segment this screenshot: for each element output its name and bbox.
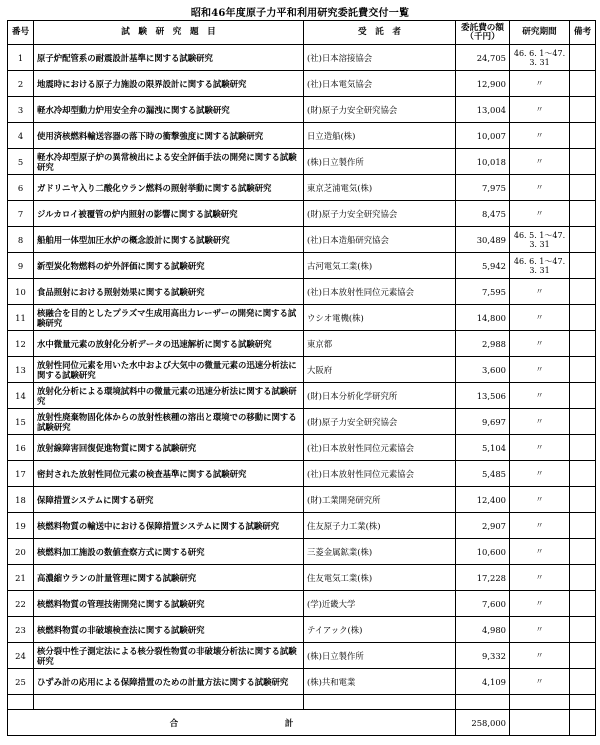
row-amount: 4,980 [456, 617, 510, 643]
table-row [8, 513, 596, 539]
row-number: 18 [8, 487, 34, 513]
row-amount: 30,489 [456, 227, 510, 253]
spacer-cell [456, 695, 510, 710]
row-remarks [570, 97, 596, 123]
row-theme: ジルカロイ被覆管の炉内照射の影響に関する試験研究 [34, 201, 304, 227]
row-theme: 放射性同位元素を用いた水中および大気中の微量元素の迅速分析法に関する試験研究 [34, 357, 304, 383]
row-remarks [570, 305, 596, 331]
row-amount: 13,004 [456, 97, 510, 123]
row-theme: 新型炭化物燃料の炉外評価に関する試験研究 [34, 253, 304, 279]
row-theme: 原子炉配管系の耐震設計基準に関する試験研究 [34, 45, 304, 71]
row-amount: 12,400 [456, 487, 510, 513]
row-recipient: (財)原子力安全研究協会 [304, 409, 456, 435]
row-number: 8 [8, 227, 34, 253]
row-period: 〃 [510, 357, 570, 383]
row-period: 〃 [510, 201, 570, 227]
row-remarks [570, 617, 596, 643]
row-remarks [570, 513, 596, 539]
row-recipient: ウシオ電機(株) [304, 305, 456, 331]
table-row [8, 97, 596, 123]
row-theme: 放射化分析による環境試料中の微量元素の迅速分析法に関する試験研究 [34, 383, 304, 409]
header-amount: 委託費の額（千円） [456, 21, 510, 45]
row-recipient: (株)日立製作所 [304, 149, 456, 175]
row-amount: 9,697 [456, 409, 510, 435]
row-amount: 3,600 [456, 357, 510, 383]
row-recipient: 古河電気工業(株) [304, 253, 456, 279]
table-row [8, 227, 596, 253]
row-number: 13 [8, 357, 34, 383]
row-number: 24 [8, 643, 34, 669]
row-amount: 2,988 [456, 331, 510, 357]
row-recipient: (財)工業開発研究所 [304, 487, 456, 513]
row-theme: 保障措置システムに関する研究 [34, 487, 304, 513]
row-number: 1 [8, 45, 34, 71]
row-recipient: (財)日本分析化学研究所 [304, 383, 456, 409]
header-period: 研究期間 [510, 21, 570, 45]
row-number: 17 [8, 461, 34, 487]
row-number: 19 [8, 513, 34, 539]
row-amount: 12,900 [456, 71, 510, 97]
row-period: 〃 [510, 383, 570, 409]
header-remarks: 備考 [570, 21, 596, 45]
row-remarks [570, 357, 596, 383]
row-remarks [570, 565, 596, 591]
row-number: 23 [8, 617, 34, 643]
spacer-cell [304, 695, 456, 710]
row-theme: 密封された放射性同位元素の検査基準に関する試験研究 [34, 461, 304, 487]
row-number: 14 [8, 383, 34, 409]
table-row [8, 201, 596, 227]
row-number: 6 [8, 175, 34, 201]
row-recipient: (株)日立製作所 [304, 643, 456, 669]
row-recipient: (社)日本造船研究協会 [304, 227, 456, 253]
row-remarks [570, 279, 596, 305]
total-label: 合 計 [169, 717, 324, 728]
total-empty-cell [510, 710, 570, 736]
row-remarks [570, 331, 596, 357]
row-period: 〃 [510, 123, 570, 149]
table-row [8, 669, 596, 695]
row-period: 〃 [510, 279, 570, 305]
row-theme: 核燃料物質の非破壊検査法に関する試験研究 [34, 617, 304, 643]
row-number: 16 [8, 435, 34, 461]
row-remarks [570, 175, 596, 201]
row-number: 7 [8, 201, 34, 227]
row-theme: 使用済核燃料輸送容器の落下時の衝撃強度に関する試験研究 [34, 123, 304, 149]
table-row [8, 435, 596, 461]
table-row [8, 487, 596, 513]
row-recipient: (社)日本溶接協会 [304, 45, 456, 71]
spacer-cell [510, 695, 570, 710]
table-row [8, 71, 596, 97]
row-theme: 軽水冷却型動力炉用安全弁の漏洩に関する試験研究 [34, 97, 304, 123]
table-row [8, 565, 596, 591]
table-row [8, 383, 596, 409]
row-amount: 17,228 [456, 565, 510, 591]
table-row [8, 643, 596, 669]
row-remarks [570, 591, 596, 617]
row-theme: 核燃料加工施設の数値査察方式に関する研究 [34, 539, 304, 565]
table-row [8, 175, 596, 201]
spacer-cell [570, 695, 596, 710]
row-number: 25 [8, 669, 34, 695]
header-no: 番号 [8, 21, 34, 45]
row-recipient: (社)日本放射性同位元素協会 [304, 279, 456, 305]
row-period: 46. 6. 1～47. 3. 31 [510, 253, 570, 279]
total-amount: 258,000 [456, 710, 510, 736]
row-recipient: テイアック(株) [304, 617, 456, 643]
row-theme: 核分裂中性子測定法による核分裂性物質の非破壊分析法に関する試験研究 [34, 643, 304, 669]
row-period: 〃 [510, 435, 570, 461]
table-row [8, 591, 596, 617]
row-recipient: 東京都 [304, 331, 456, 357]
row-remarks [570, 201, 596, 227]
total-empty-cell [570, 710, 596, 736]
row-amount: 7,600 [456, 591, 510, 617]
row-number: 20 [8, 539, 34, 565]
total-row [8, 710, 596, 736]
row-amount: 5,485 [456, 461, 510, 487]
row-period: 〃 [510, 539, 570, 565]
row-remarks [570, 383, 596, 409]
page-title: 昭和46年度原子力平和利用研究委託費交付一覧 [190, 8, 410, 19]
row-recipient: (社)日本放射性同位元素協会 [304, 461, 456, 487]
spacer-cell [34, 695, 304, 710]
row-number: 15 [8, 409, 34, 435]
row-period: 〃 [510, 149, 570, 175]
row-recipient: (社)日本電気協会 [304, 71, 456, 97]
table-row [8, 305, 596, 331]
row-amount: 5,942 [456, 253, 510, 279]
row-remarks [570, 643, 596, 669]
row-number: 12 [8, 331, 34, 357]
row-remarks [570, 461, 596, 487]
row-remarks [570, 409, 596, 435]
row-number: 22 [8, 591, 34, 617]
row-period: 〃 [510, 669, 570, 695]
spacer-row [8, 695, 596, 710]
row-number: 10 [8, 279, 34, 305]
row-theme: 核融合を目的としたプラズマ生成用高出力レーザーの開発に関する試験研究 [34, 305, 304, 331]
table-row [8, 253, 596, 279]
row-remarks [570, 149, 596, 175]
row-amount: 7,975 [456, 175, 510, 201]
row-recipient: 三菱金属鉱業(株) [304, 539, 456, 565]
row-period: 〃 [510, 175, 570, 201]
row-theme: ガドリニヤ入り二酸化ウラン燃料の照射挙動に関する試験研究 [34, 175, 304, 201]
row-recipient: (財)原子力安全研究協会 [304, 97, 456, 123]
row-remarks [570, 227, 596, 253]
row-period: 46. 5. 1～47. 3. 31 [510, 227, 570, 253]
table-body [8, 45, 596, 736]
row-period: 〃 [510, 305, 570, 331]
row-amount: 10,007 [456, 123, 510, 149]
row-period: 〃 [510, 409, 570, 435]
table-row [8, 123, 596, 149]
row-amount: 14,800 [456, 305, 510, 331]
header-row [8, 21, 596, 45]
row-remarks [570, 539, 596, 565]
row-amount: 24,705 [456, 45, 510, 71]
row-remarks [570, 253, 596, 279]
row-number: 3 [8, 97, 34, 123]
row-amount: 5,104 [456, 435, 510, 461]
row-amount: 2,907 [456, 513, 510, 539]
header-theme: 試 験 研 究 題 目 [34, 21, 304, 45]
row-theme: 船舶用一体型加圧水炉の概念設計に関する試験研究 [34, 227, 304, 253]
table-row [8, 357, 596, 383]
row-theme: 核燃料物質の管理技術開発に関する試験研究 [34, 591, 304, 617]
row-amount: 7,595 [456, 279, 510, 305]
row-remarks [570, 435, 596, 461]
row-theme: 地震時における原子力施設の限界設計に関する試験研究 [34, 71, 304, 97]
row-theme: 核燃料物質の輸送中における保障措置システムに関する試験研究 [34, 513, 304, 539]
row-recipient: (学)近畿大学 [304, 591, 456, 617]
row-number: 9 [8, 253, 34, 279]
table-row [8, 461, 596, 487]
row-remarks [570, 45, 596, 71]
row-amount: 10,600 [456, 539, 510, 565]
row-recipient: 日立造船(株) [304, 123, 456, 149]
row-period: 〃 [510, 71, 570, 97]
row-amount: 10,018 [456, 149, 510, 175]
row-recipient: (財)原子力安全研究協会 [304, 201, 456, 227]
row-period: 〃 [510, 513, 570, 539]
row-number: 5 [8, 149, 34, 175]
row-number: 11 [8, 305, 34, 331]
row-period: 〃 [510, 487, 570, 513]
table-row [8, 539, 596, 565]
row-number: 2 [8, 71, 34, 97]
row-number: 21 [8, 565, 34, 591]
row-remarks [570, 487, 596, 513]
row-amount: 13,506 [456, 383, 510, 409]
table-row [8, 279, 596, 305]
grant-table [7, 20, 596, 736]
row-theme: 放射線障害回復促進物質に関する試験研究 [34, 435, 304, 461]
row-theme: 水中微量元素の放射化分析データの迅速解析に関する試験研究 [34, 331, 304, 357]
table-row [8, 617, 596, 643]
row-period: 〃 [510, 591, 570, 617]
row-theme: 高濃縮ウランの計量管理に関する試験研究 [34, 565, 304, 591]
row-recipient: (社)日本放射性同位元素協会 [304, 435, 456, 461]
row-remarks [570, 669, 596, 695]
table-row [8, 45, 596, 71]
row-theme: 放射性廃棄物固化体からの放射性核種の溶出と環境での移動に関する試験研究 [34, 409, 304, 435]
row-period: 〃 [510, 617, 570, 643]
row-period: 〃 [510, 565, 570, 591]
table-row [8, 149, 596, 175]
table-row [8, 409, 596, 435]
row-theme: 食品照射における照射効果に関する試験研究 [34, 279, 304, 305]
row-amount: 8,475 [456, 201, 510, 227]
row-number: 4 [8, 123, 34, 149]
row-remarks [570, 123, 596, 149]
row-recipient: 大阪府 [304, 357, 456, 383]
row-period: 46. 6. 1～47. 3. 31 [510, 45, 570, 71]
row-period: 〃 [510, 461, 570, 487]
row-recipient: 東京芝浦電気(株) [304, 175, 456, 201]
row-recipient: (株)共和電業 [304, 669, 456, 695]
row-theme: 軽水冷却型原子炉の異常検出による安全評価手法の開発に関する試験研究 [34, 149, 304, 175]
row-remarks [570, 71, 596, 97]
table-row [8, 331, 596, 357]
header-recipient: 受 託 者 [304, 21, 456, 45]
row-period: 〃 [510, 331, 570, 357]
row-amount: 4,109 [456, 669, 510, 695]
spacer-cell [8, 695, 34, 710]
row-amount: 9,332 [456, 643, 510, 669]
total-label-cell [8, 710, 456, 736]
row-period: 〃 [510, 97, 570, 123]
row-theme: ひずみ計の応用による保障措置のための計量方法に関する試験研究 [34, 669, 304, 695]
row-recipient: 住友原子力工業(株) [304, 513, 456, 539]
row-recipient: 住友電気工業(株) [304, 565, 456, 591]
row-period: 〃 [510, 643, 570, 669]
